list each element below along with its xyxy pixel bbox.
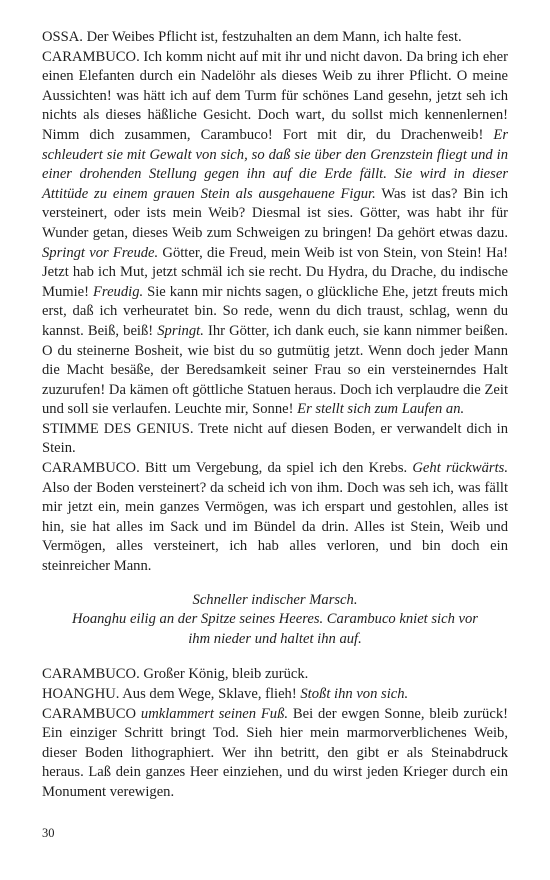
stage-direction-inline: Er stellt sich zum Laufen an.	[297, 401, 465, 418]
stage-direction-line: Schneller indischer Marsch.	[192, 591, 358, 608]
speech-text: Götter, die Freud, mein Weib ist von Stein, von Stein! Ha! Jetzt hab ich Mut, jetzt schmäl ich sie recht. Du Hydra, du Drache, du indische Mumie!	[42, 244, 508, 300]
speech-text: Was ist das? Bin ich versteinert, oder ists mein Weib? Diesmal ist sies. Götter, was habt ihr für Wunder getan, dieses Weib zum Schweigen zu bringen! Da gehört etwas dazu.	[42, 185, 509, 241]
stage-direction-inline: Stoßt ihn von sich.	[300, 686, 409, 702]
dialogue-paragraph	[42, 705, 508, 803]
stage-direction-inline: Er schleudert sie mit Gewalt von sich, so daß sie über den Grenzstein fliegt und in einer drohenden Stellung gegen ihn auf die Erde fällt. Sie wird in dieser Attitüde zu einem grauen Stein als ausgehauene Figur.	[42, 126, 508, 202]
speech-text: CARAMBUCO	[42, 705, 141, 722]
speech-text: CARAMBUCO. Ich komm nicht auf mit ihr und nicht davon. Da bring ich eher einen Elefanten durch ein Nadelöhr als dieses Weib zu ihrer Pflicht. O meine Aussichten! was hätt ich auf dem Turm für schönes Land gesehn, jetzt seh ich nichts als dieses häßliche Gesicht. Doch wart, du sollst mich kennenlernen! Nimm dich zusammen, Carambuco! Fort mit dir, du Drachenweib!	[42, 48, 508, 143]
dialogue-block	[42, 28, 508, 577]
speech-text: Ihr Götter, ich dank euch, sie kann nimmer beißen. O du steinerne Bosheit, wie bist du so gutmütig jetzt. Wenn doch jeder Mann die Macht besäße, der Beredsamkeit seiner Frau so ein versteinerndes Halt zuzurufen! Da kämen oft göttliche Statuen heraus. Doch ich verplaudre die Zeit und soll sie verlaufen. Leuchte mir, Sonne!	[42, 322, 508, 418]
speech-text: HOANGHU. Aus dem Wege, Sklave, flieh!	[42, 686, 301, 702]
dialogue-paragraph	[42, 28, 508, 48]
stage-direction-inline: Freudig.	[93, 283, 144, 300]
speech-text: OSSA. Der Weibes Pflicht ist, festzuhalten an dem Mann, ich halte fest.	[42, 29, 462, 45]
stage-direction-line: ihm nieder und haltet ihn auf.	[188, 630, 362, 647]
speech-text: Also der Boden versteinert? da scheid ich von ihm. Doch was seh ich, was fällt mir jetzt ein, mein ganzes Vermögen, was ich erspart und gestohlen, alles ist hin, sie hat alles im Sack und im Bündel da drin. Alles ist Stein, Weib und Vermögen, alles versteinert, ich hab alles verloren, und bin doch ein steinreicher Mann.	[42, 479, 508, 575]
speech-text: CARAMBUCO. Großer König, bleib zurück.	[42, 666, 309, 683]
page-body	[42, 28, 508, 803]
dialogue-paragraph	[42, 420, 508, 459]
dialogue-paragraph	[42, 685, 508, 705]
page-number: 30	[42, 826, 55, 840]
speech-text: STIMME DES GENIUS. Trete nicht auf diesen Boden, er verwandelt dich in Stein.	[42, 420, 508, 457]
dialogue-paragraph	[42, 665, 508, 685]
speech-text: Sie kann mir nichts sagen, o glückliche Ehe, jetzt freuts mich erst, daß ich verheuratet bin. So rede, wenn du dich traust, schlag, wenn du kannst. Beiß, beiß!	[42, 283, 508, 339]
speech-text: Bei der ewgen Sonne, bleib zurück! Ein einziger Schritt bringt Tod. Sieh hier mein marmorverblichenes Weib, dieser Boden lithographiert. Wer ihn betritt, den gibt er als Steinabdruck heraus. Laß dein ganzes Heer einziehen, und du wirst jeden Krieger durch ein Monument verewigen.	[42, 705, 508, 800]
stage-direction-inline: Geht rückwärts.	[412, 460, 508, 477]
stage-direction-inline: umklammert seinen Fuß.	[140, 705, 289, 722]
stage-direction-line: Hoanghu eilig an der Spitze seines Heeres. Carambuco kniet sich vor	[72, 611, 478, 628]
stage-direction	[42, 591, 508, 650]
dialogue-block	[42, 665, 508, 802]
speech-text: CARAMBUCO. Bitt um Vergebung, da spiel ich den Krebs.	[42, 460, 413, 477]
stage-direction-inline: Springt vor Freude.	[42, 244, 159, 261]
dialogue-paragraph	[42, 48, 508, 420]
dialogue-paragraph	[42, 459, 508, 577]
stage-direction-inline: Springt.	[157, 322, 204, 339]
